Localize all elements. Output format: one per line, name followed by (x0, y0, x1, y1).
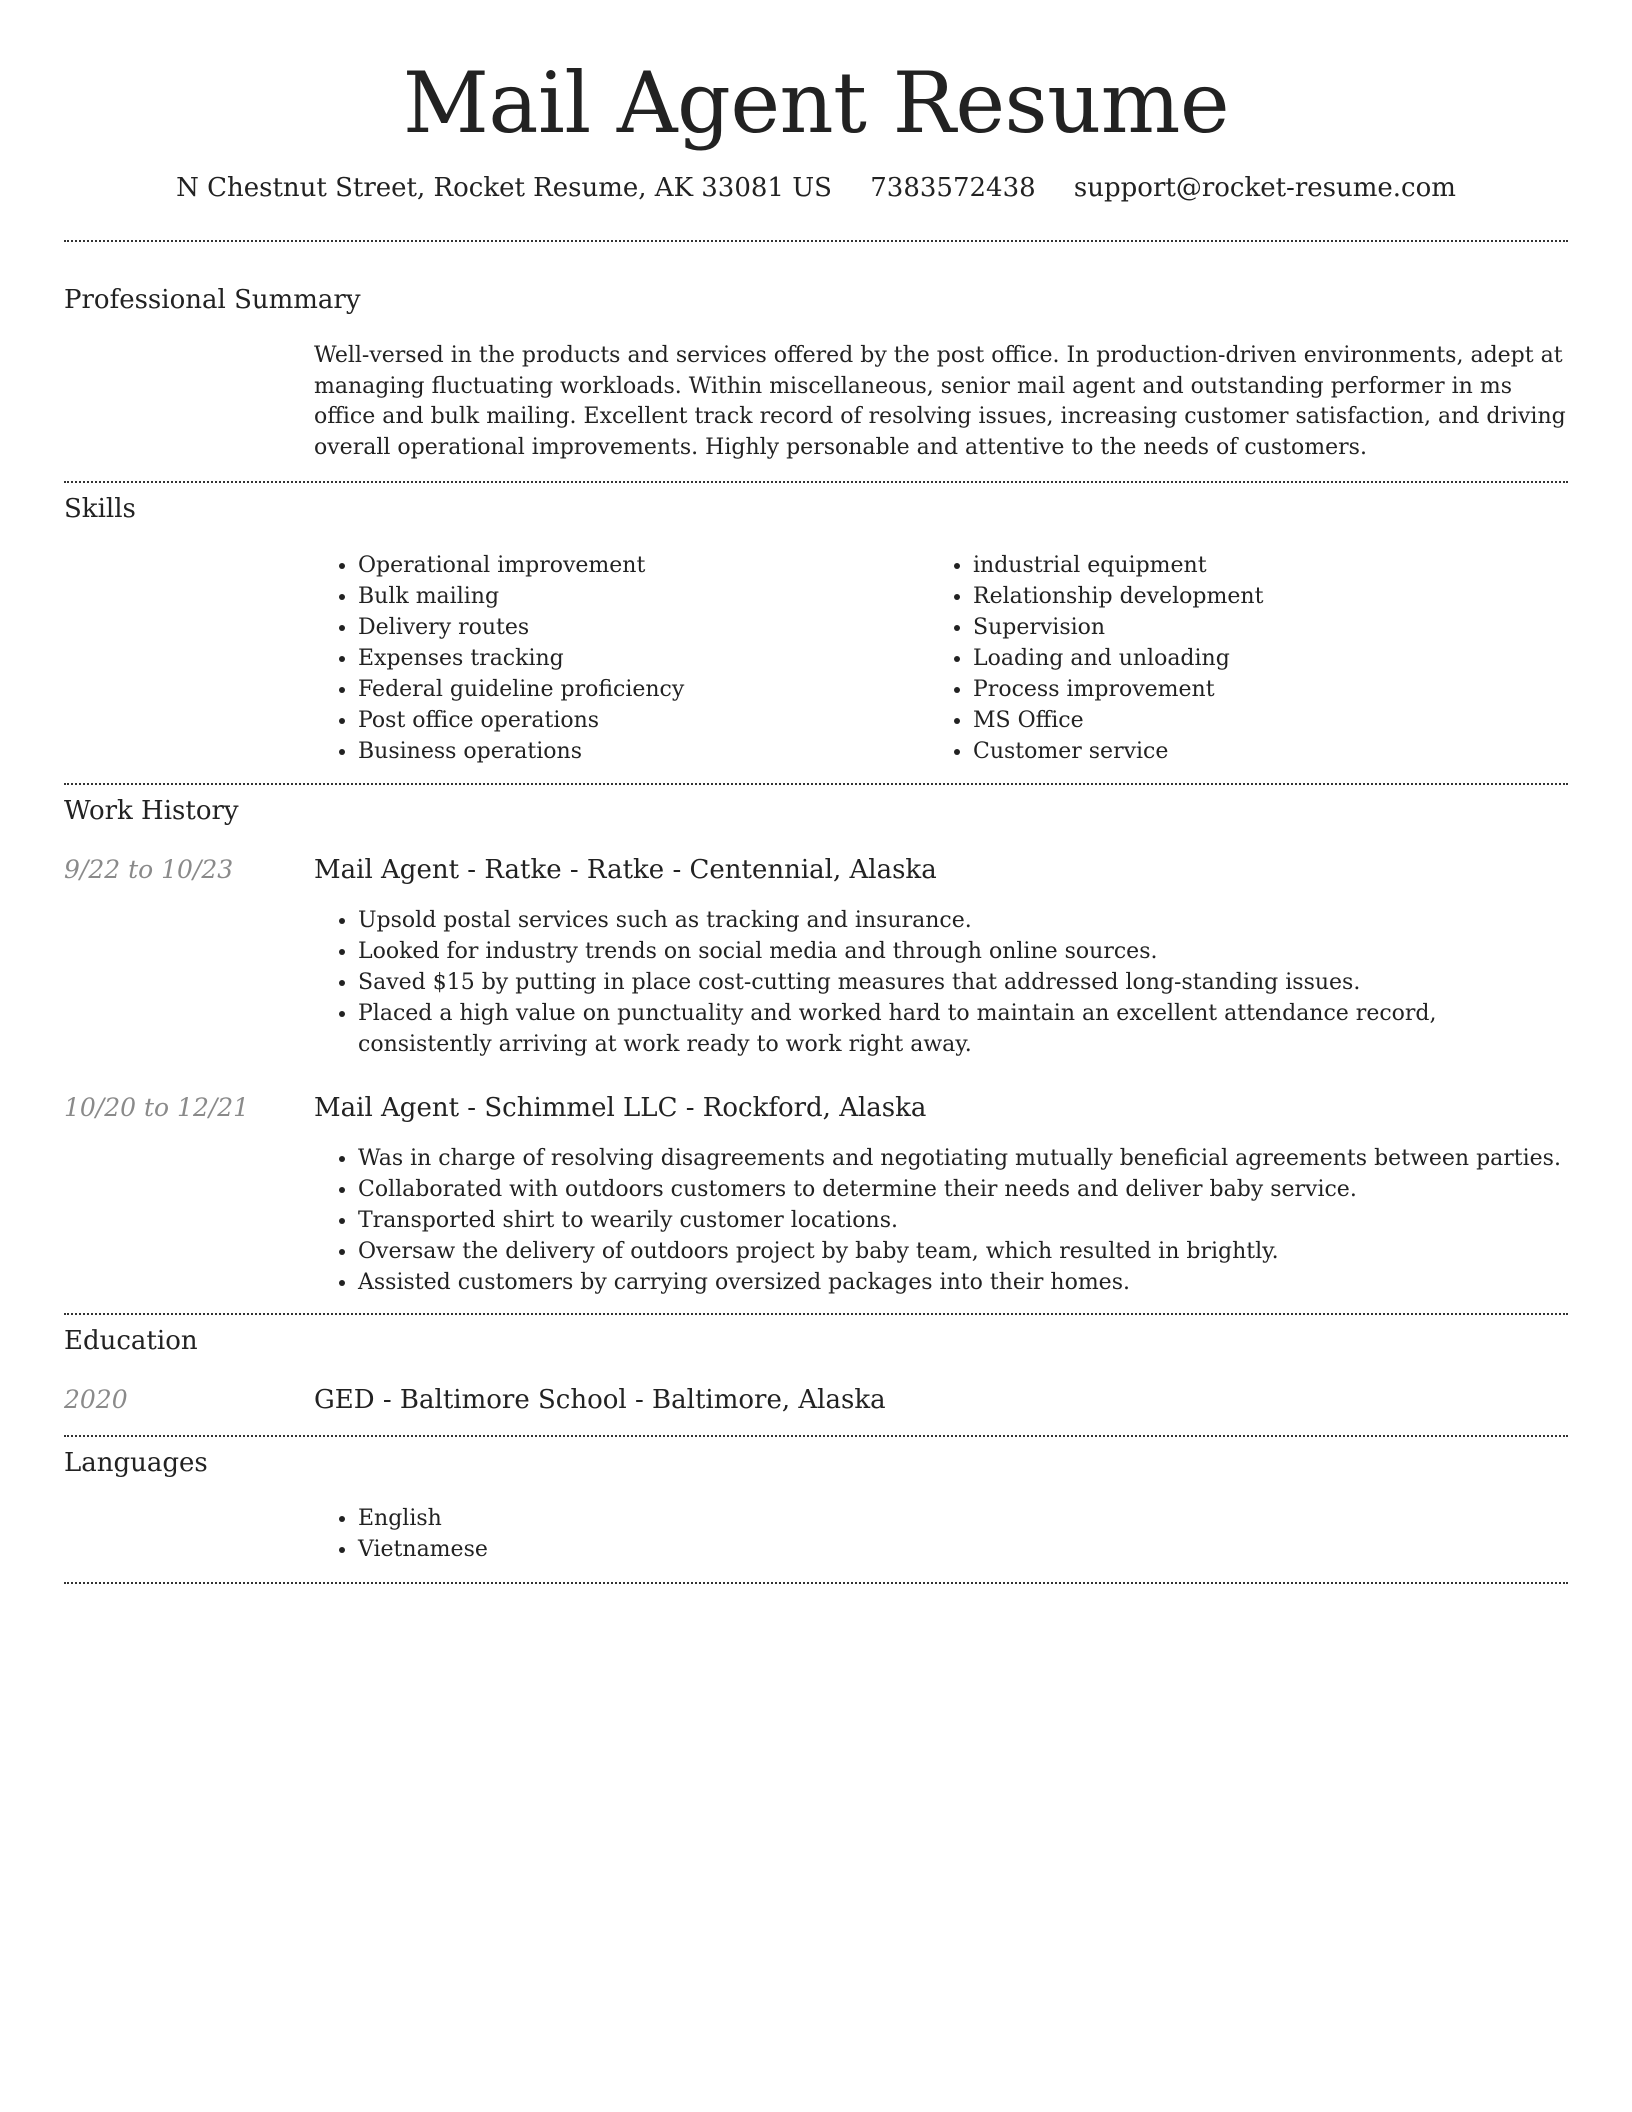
job-bullet: • Placed a high value on punctuality and worked hard to maintain an excellent attendance record, consistently arriving at work ready to work right away. (358, 998, 1568, 1060)
job-bullet: • Upsold postal services such as tracking and insurance. (358, 905, 1568, 936)
job-bullet: • Transported shirt to wearily customer locations. (358, 1205, 1568, 1236)
job-bullet: • Oversaw the delivery of outdoors project by baby team, which resulted in brightly. (358, 1236, 1568, 1267)
job-bullet: • Assisted customers by carrying oversized packages into their homes. (358, 1267, 1568, 1298)
skills-column-left (314, 550, 914, 767)
contact-email: support@rocket-resume.com (1073, 173, 1456, 203)
job-dates: 9/22 to 10/23 (64, 855, 234, 884)
job-dates: 10/20 to 12/21 (64, 1093, 250, 1122)
education-year: 2020 (64, 1385, 128, 1414)
language-item: • Vietnamese (358, 1534, 1568, 1565)
job-bullet: • Saved $15 by putting in place cost-cutting measures that addressed long-standing issues. (358, 967, 1568, 998)
divider (64, 1435, 1568, 1437)
resume-title: Mail Agent Resume (402, 54, 1230, 152)
section-title-work: Work History (64, 796, 239, 826)
divider (64, 783, 1568, 785)
divider (64, 1313, 1568, 1315)
section-title-education: Education (64, 1326, 198, 1356)
education-entry: GED - Baltimore School - Baltimore, Alaska (314, 1385, 886, 1415)
divider (64, 481, 1568, 483)
job-bullets (314, 1143, 1568, 1298)
job-bullet: • Looked for industry trends on social media and through online sources. (358, 936, 1568, 967)
summary-text: Well-versed in the products and services offered by the post office. In production-driven environments, adept at managing fluctuating workloads. Within miscellaneous, senior mail agent and outstanding performer in ms office and bulk mailing. Excellent track record of resolving issues, increasing customer satisfaction, and driving overall operational improvements. Highly personable and attentive to the needs of customers. (314, 343, 1566, 460)
contact-phone: 7383572438 (870, 173, 1036, 203)
skills-column-right (929, 550, 1529, 767)
skill-item: • MS Office (973, 705, 1529, 736)
contact-line (64, 170, 1568, 206)
divider (64, 240, 1568, 242)
job-bullet: • Collaborated with outdoors customers to determine their needs and deliver baby service. (358, 1174, 1568, 1205)
skill-item: • Supervision (973, 612, 1529, 643)
skill-item: • industrial equipment (973, 550, 1529, 581)
job-bullets (314, 905, 1568, 1060)
job-title: Mail Agent - Schimmel LLC - Rockford, Alaska (314, 1093, 927, 1123)
languages-list (314, 1503, 1568, 1565)
skill-item: • Process improvement (973, 674, 1529, 705)
skill-item: • Delivery routes (358, 612, 914, 643)
skill-item: • Post office operations (358, 705, 914, 736)
skill-item: • Operational improvement (358, 550, 914, 581)
contact-address: N Chestnut Street, Rocket Resume, AK 33081 US (176, 173, 832, 203)
divider (64, 1582, 1568, 1584)
skill-item: • Federal guideline proficiency (358, 674, 914, 705)
skill-item: • Bulk mailing (358, 581, 914, 612)
section-title-languages: Languages (64, 1448, 208, 1478)
job-bullet: • Was in charge of resolving disagreements and negotiating mutually beneficial agreements between parties. (358, 1143, 1568, 1174)
skill-item: • Loading and unloading (973, 643, 1529, 674)
skill-item: • Expenses tracking (358, 643, 914, 674)
section-title-summary: Professional Summary (64, 285, 361, 315)
section-title-skills: Skills (64, 494, 136, 524)
skill-item: • Business operations (358, 736, 914, 767)
skill-item: • Customer service (973, 736, 1529, 767)
job-title: Mail Agent - Ratke - Ratke - Centennial, Alaska (314, 855, 937, 885)
language-item: • English (358, 1503, 1568, 1534)
skill-item: • Relationship development (973, 581, 1529, 612)
